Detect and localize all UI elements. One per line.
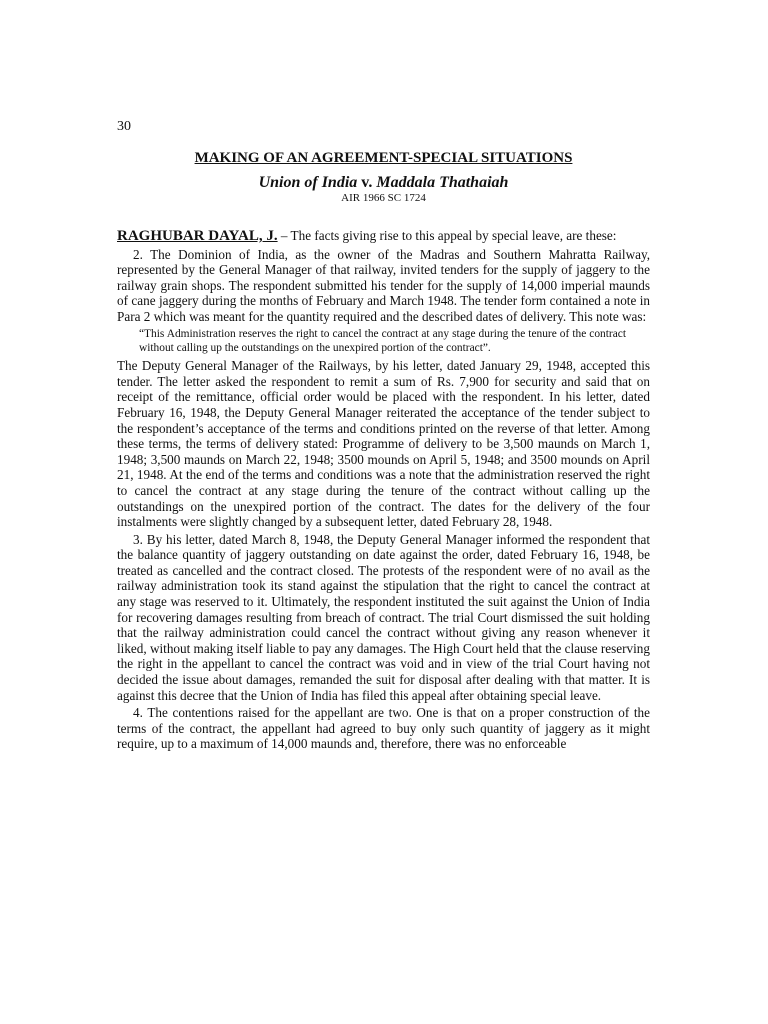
judge-intro-line [117,228,650,245]
page-number: 30 [117,119,131,134]
chapter-heading-text: MAKING OF AN AGREEMENT-SPECIAL SITUATIONS [194,150,573,166]
judge-name: RAGHUBAR DAYAL, J. [117,228,278,244]
block-quote: “This Administration reserves the right to cancel the contract at any stage during the tenure of the contract without calling up the outstandings on the unexpired portion of the contract”. [139,327,626,355]
paragraph-3: 3. By his letter, dated March 8, 1948, the Deputy General Manager informed the respondent that the balance quantity of jaggery outstanding on date against the order, dated February 16, 1948, be treated as cancelled and the contract closed. The protests of the respondent were of no avail as the railway administration took its stand against the stipulation that the right to cancel the contract at any stage was reserved to it. Ultimately, the respondent instituted the suit against the Union of India for recovering damages resulting from breach of contract. The trial Court dismissed the suit holding that the railway administration could cancel the contract without giving any reason whenever it liked, without making itself liable to pay any damages. The High Court held that the clause reserving the right in the appellant to cancel the contract was void and in view of the trial Court having not decided the issue about damages, remanded the suit for disposal after dealing with that matter. It is against this decree that the Union of India has filed this appeal after obtaining special leave. [117,531,650,703]
paragraph-4: 4. The contentions raised for the appellant are two. One is that on a proper construction of the terms of the contract, the appellant had agreed to buy only such quantity of jaggery as it might require, up to a maximum of 14,000 maunds and, therefore, there was no enforceable [117,705,650,752]
chapter-heading [117,148,650,168]
judgment-body [117,228,650,754]
case-citation: AIR 1966 SC 1724 [341,192,426,204]
case-title [117,172,650,193]
case-versus: v. [361,174,373,191]
case-party-respondent: Maddala Thathaiah [376,174,509,191]
paragraph-2-continued: The Deputy General Manager of the Railways, by his letter, dated January 29, 1948, accepted this tender. The letter asked the respondent to remit a sum of Rs. 7,900 for security and said that on receipt of the remittance, official order would be placed with the respondent. In his letter, dated February 16, 1948, the Deputy General Manager reiterated the acceptance of the tender subject to the respondent’s acceptance of the terms and conditions printed on the reverse of that letter. Among these terms, the terms of delivery stated: Programme of delivery to be 3,500 maunds on March 1, 1948; 3,500 maunds on March 22, 1948; 3500 mounds on April 5, 1948; and 3500 mounds on April 21, 1948. At the end of the terms and conditions was a note that the administration reserved the right to cancel the contract at any stage during the tenure of the contract without calling up the outstandings on the unexpired portion of the contract. The dates for the delivery of the four instalments were slightly changed by a subsequent letter, dated February 28, 1948. [117,358,650,530]
paragraph-2: 2. The Dominion of India, as the owner of the Madras and Southern Mahratta Railway, represented by the General Manager of that railway, invited tenders for the supply of jaggery to the railway grain shops. The respondent submitted his tender for the supply of 14,000 imperial maunds of cane jaggery during the months of February and March 1948. The tender form contained a note in Para 2 which was meant for the quantity required and the described dates of delivery. This note was: [117,246,650,324]
judge-intro-text: – The facts giving rise to this appeal by special leave, are these: [277,228,617,243]
case-party-appellant: Union of India [258,174,358,191]
